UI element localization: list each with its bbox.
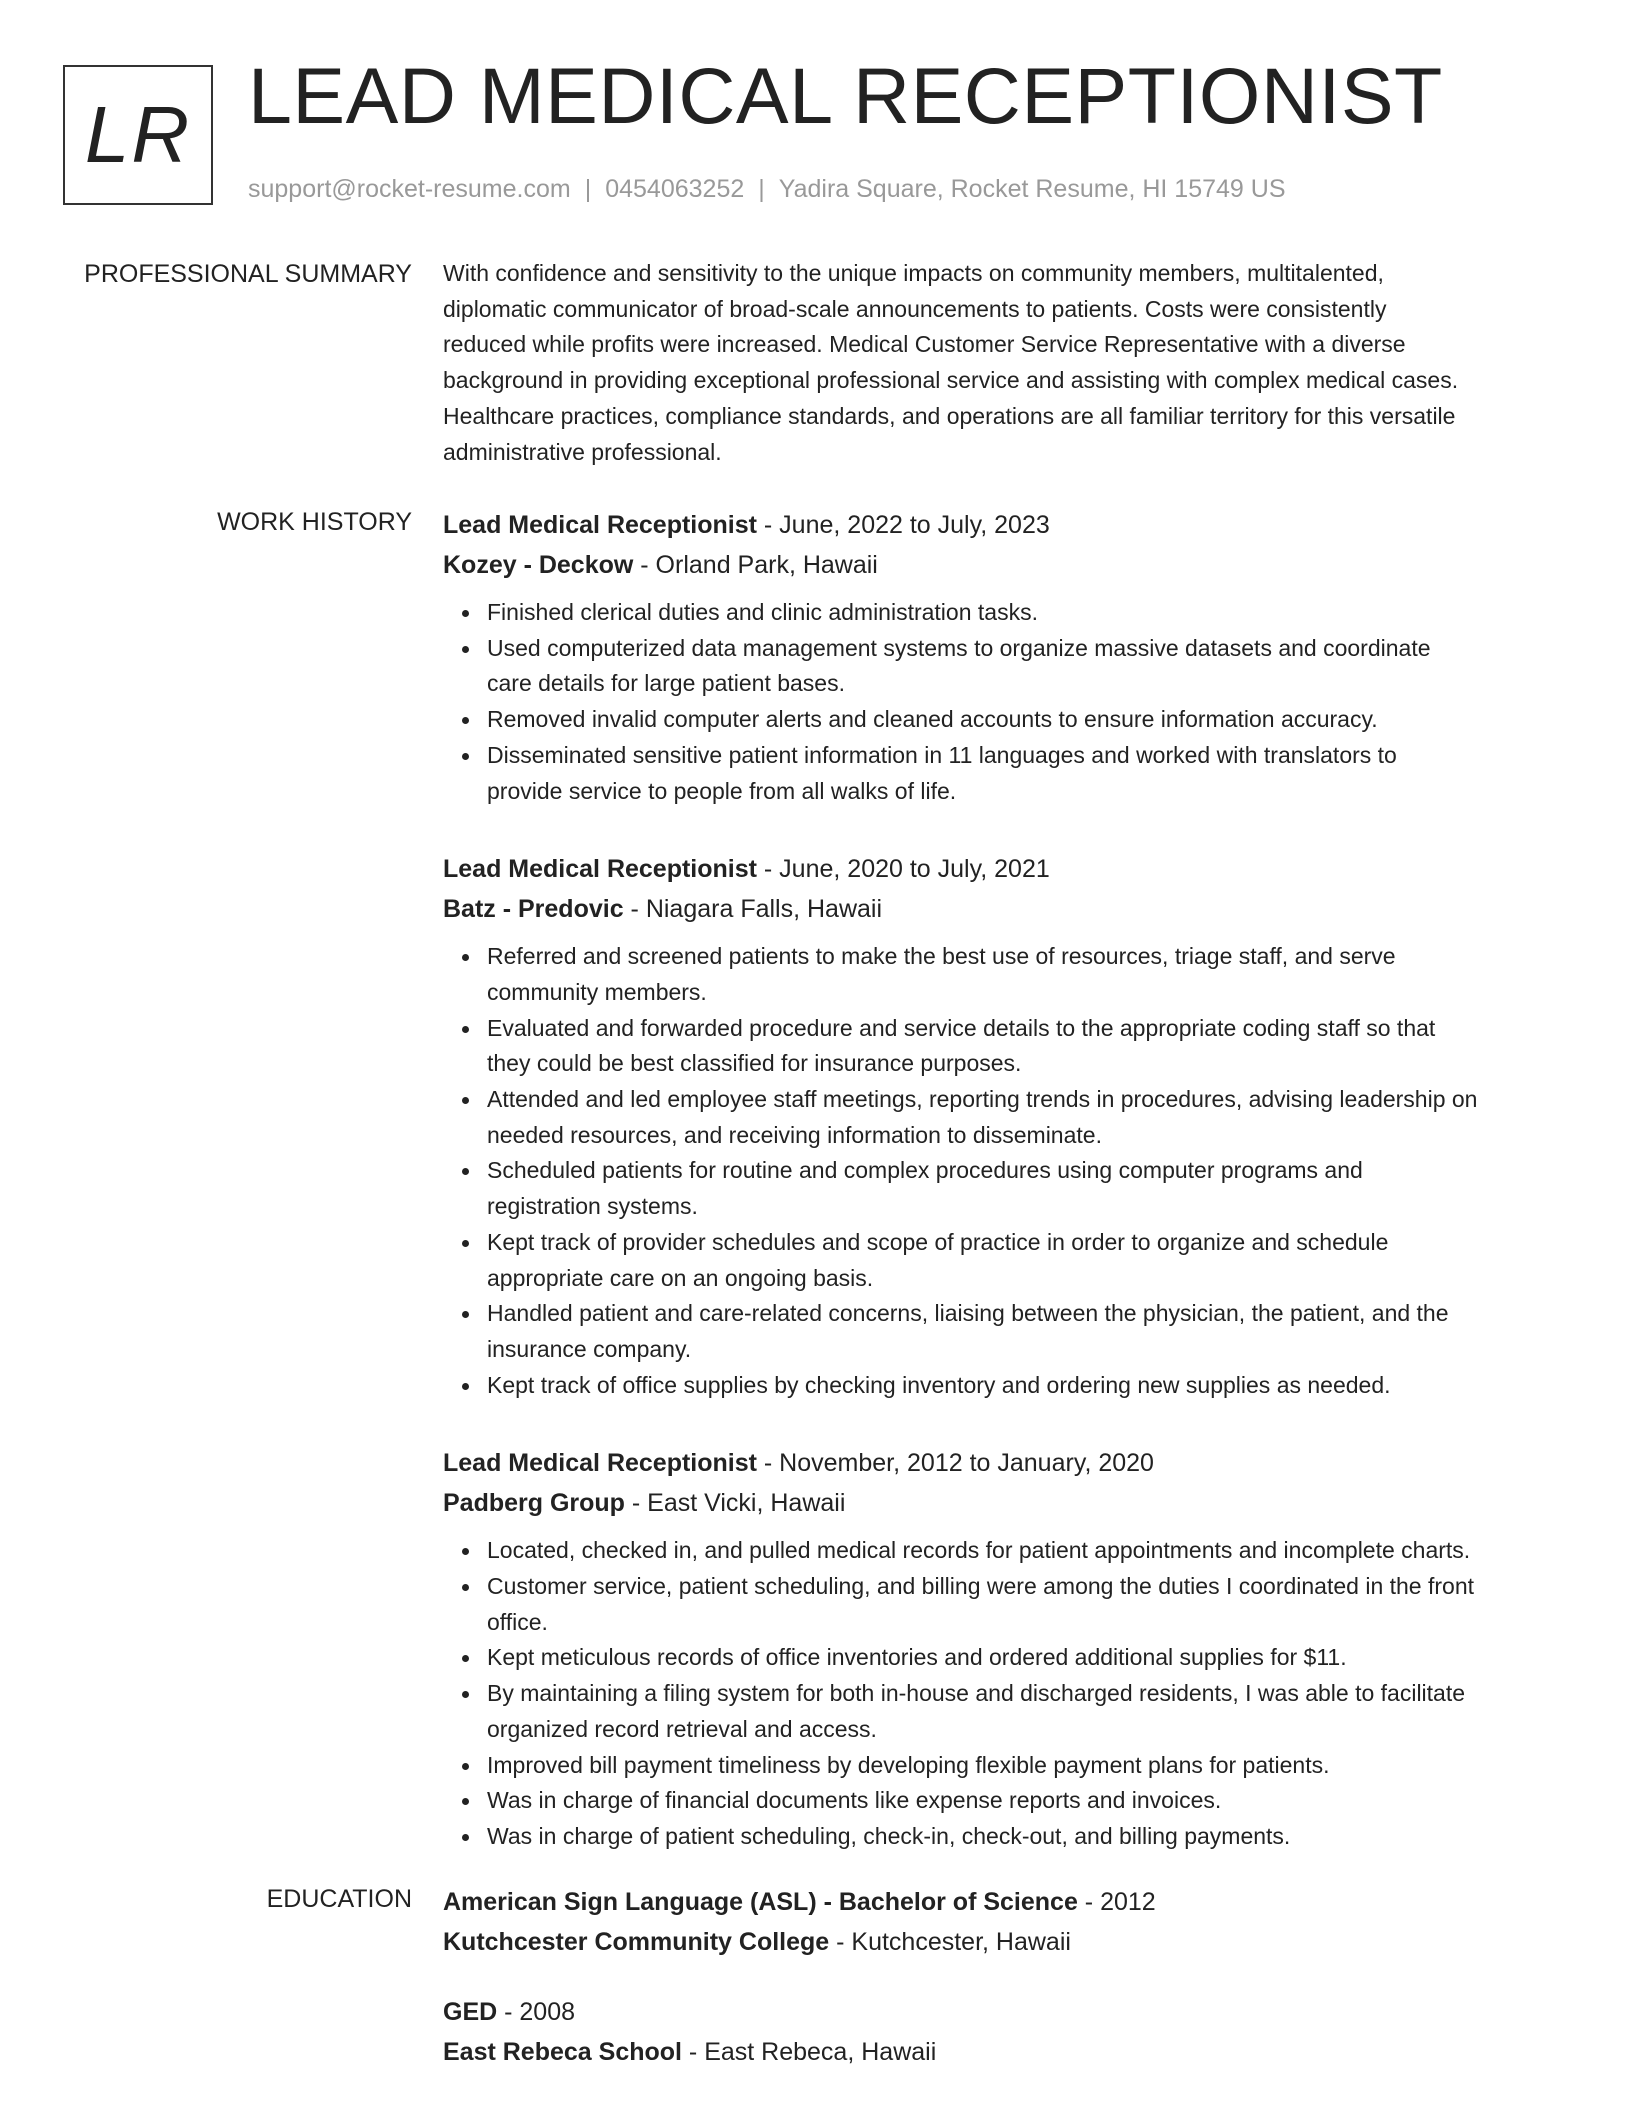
job-bullet-line: registration systems. [487, 1193, 698, 1220]
education-entry [443, 1992, 1553, 2072]
section-label-education: EDUCATION [266, 1885, 412, 1913]
job-bullet-line: provide service to people from all walks of life. [487, 777, 957, 804]
job-bullet-line: Located, checked in, and pulled medical records for patient appointments and incomplete charts. [487, 1537, 1471, 1564]
summary-line: background in providing exceptional professional service and assisting with complex medical cases. [443, 367, 1459, 394]
job-dates: - November, 2012 to January, 2020 [756, 1449, 1154, 1478]
job-bullet [487, 631, 1553, 702]
contact-separator: | [758, 175, 765, 203]
job-bullet-line: appropriate care on an ongoing basis. [487, 1264, 874, 1291]
job-bullet-line: community members. [487, 978, 707, 1005]
job-bullet-line: Scheduled patients for routine and complex procedures using computer programs and [487, 1157, 1363, 1184]
work-history-body [443, 505, 1553, 1855]
job-location: - East Vicki, Hawaii [624, 1489, 846, 1518]
job-bullet-line: care details for large patient bases. [487, 670, 845, 697]
job-dates: - June, 2022 to July, 2023 [756, 511, 1050, 539]
contact-email: support@rocket-resume.com [248, 175, 571, 203]
summary-body [443, 257, 1553, 470]
job-bullet [487, 1748, 1553, 1784]
job-bullet-line: insurance company. [487, 1335, 692, 1362]
job-entry [443, 1443, 1553, 1854]
degree-line [443, 1882, 1553, 1922]
job-bullet [487, 595, 1553, 631]
job-bullet-line: Handled patient and care-related concerns, liaising between the physician, the patient, and the [487, 1300, 1449, 1327]
job-bullet-line: they could be best classified for insurance purposes. [487, 1050, 1022, 1077]
initials-monogram: LR [63, 65, 213, 205]
job-bullet [487, 1533, 1553, 1569]
job-company: Batz - Predovic [443, 895, 624, 924]
job-bullet [487, 1082, 1553, 1153]
job-bullet-line: needed resources, and receiving information to disseminate. [487, 1121, 1102, 1148]
job-bullet-line: Referred and screened patients to make the best use of resources, triage staff, and serve [487, 943, 1396, 970]
summary-line: Healthcare practices, compliance standards, and operations are all familiar territory for this versatile [443, 402, 1456, 429]
job-bullet-line: Finished clerical duties and clinic administration tasks. [487, 599, 1038, 625]
education-body [443, 1882, 1553, 2072]
job-title-line [443, 505, 1553, 545]
job-bullet-line: Removed invalid computer alerts and cleaned accounts to ensure information accuracy. [487, 706, 1378, 733]
summary-line: reduced while profits were increased. Medical Customer Service Representative with a diverse [443, 331, 1406, 358]
job-company-line [443, 545, 1553, 585]
job-bullet [487, 1225, 1553, 1296]
job-dates: - June, 2020 to July, 2021 [756, 855, 1050, 884]
job-bullet [487, 738, 1553, 809]
section-label-work-history: WORK HISTORY [217, 508, 412, 536]
job-bullet-line: By maintaining a filing system for both in-house and discharged residents, I was able to facilitate [487, 1680, 1466, 1707]
education-school: East Rebeca School [443, 2038, 682, 2066]
job-bullet-line: Customer service, patient scheduling, and billing were among the duties I coordinated in the front [487, 1573, 1475, 1600]
job-bullet-list [443, 939, 1553, 1403]
job-bullet-line: Was in charge of financial documents like expense reports and invoices. [487, 1787, 1222, 1814]
job-location: - Niagara Falls, Hawaii [623, 895, 883, 924]
job-bullet-list [443, 595, 1553, 809]
job-bullet [487, 939, 1553, 1010]
job-title-line [443, 849, 1553, 889]
job-bullet-line: office. [487, 1608, 548, 1635]
job-bullet [487, 702, 1553, 738]
school-line [443, 1922, 1553, 1962]
job-entry [443, 505, 1553, 809]
summary-line: diplomatic communicator of broad-scale announcements to patients. Costs were consistently [443, 295, 1387, 322]
job-bullet-line: Disseminated sensitive patient information in 11 languages and worked with translators to [487, 741, 1397, 768]
job-bullet [487, 1011, 1553, 1082]
job-bullet [487, 1569, 1553, 1640]
contact-address: Yadira Square, Rocket Resume, HI 15749 US [778, 175, 1286, 203]
job-company: Padberg Group [443, 1489, 625, 1518]
job-bullet-line: organized record retrieval and access. [487, 1715, 877, 1742]
job-bullet [487, 1368, 1553, 1404]
job-bullet [487, 1676, 1553, 1747]
contact-separator: | [584, 175, 592, 203]
summary-text [443, 256, 1553, 470]
job-bullet [487, 1783, 1553, 1819]
job-title: Lead Medical Receptionist [443, 855, 757, 884]
job-title: Lead Medical Receptionist [443, 1449, 757, 1478]
education-entry [443, 1882, 1553, 1962]
job-company-line [443, 1483, 1553, 1523]
job-bullet-line: Kept track of office supplies by checking inventory and ordering new supplies as needed. [487, 1371, 1391, 1398]
section-label-summary: PROFESSIONAL SUMMARY [84, 260, 412, 288]
education-degree: American Sign Language (ASL) - Bachelor of Science [443, 1888, 1078, 1916]
education-location: - East Rebeca, Hawaii [681, 2038, 937, 2066]
job-entry [443, 849, 1553, 1403]
school-line [443, 2032, 1553, 2072]
job-bullet [487, 1640, 1553, 1676]
job-location: - Orland Park, Hawaii [633, 551, 878, 579]
job-bullet [487, 1296, 1553, 1367]
job-company: Kozey - Deckow [443, 551, 634, 579]
job-bullet-line: Kept meticulous records of office inventories and ordered additional supplies for $11. [487, 1644, 1347, 1671]
job-bullet-line: Was in charge of patient scheduling, check-in, check-out, and billing payments. [487, 1822, 1291, 1849]
education-year: - 2012 [1077, 1888, 1156, 1916]
education-school: Kutchcester Community College [443, 1928, 830, 1956]
job-bullet [487, 1153, 1553, 1224]
job-bullet-list [443, 1533, 1553, 1854]
contact-line [248, 174, 1286, 204]
education-year: - 2008 [497, 1998, 576, 2026]
job-bullet-line: Attended and led employee staff meetings, reporting trends in procedures, advising leadership on [487, 1086, 1478, 1113]
page-title: LEAD MEDICAL RECEPTIONIST [248, 51, 1443, 140]
job-bullet-line: Kept track of provider schedules and scope of practice in order to organize and schedule [487, 1228, 1389, 1255]
job-bullet-line: Used computerized data management systems to organize massive datasets and coordinate [487, 634, 1431, 661]
degree-line [443, 1992, 1553, 2032]
education-degree: GED [443, 1998, 498, 2026]
job-company-line [443, 889, 1553, 929]
education-location: - Kutchcester, Hawaii [829, 1928, 1071, 1956]
job-bullet-line: Evaluated and forwarded procedure and service details to the appropriate coding staff so that [487, 1014, 1436, 1041]
job-bullet-line: Improved bill payment timeliness by developing flexible payment plans for patients. [487, 1751, 1330, 1778]
contact-phone: 0454063252 [605, 175, 745, 203]
job-title: Lead Medical Receptionist [443, 511, 757, 539]
job-bullet [487, 1819, 1553, 1855]
job-title-line [443, 1443, 1553, 1483]
summary-line: administrative professional. [443, 438, 722, 465]
summary-line: With confidence and sensitivity to the unique impacts on community members, multitalented, [443, 260, 1384, 286]
